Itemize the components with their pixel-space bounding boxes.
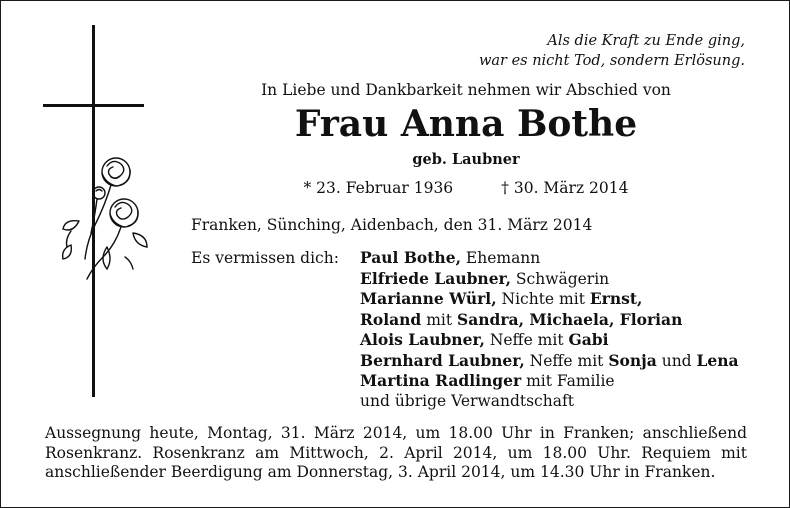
mourner-name: Marianne Würl, [360, 289, 497, 308]
mourner-relation: mit Familie [521, 372, 615, 390]
mourner-line [360, 392, 739, 412]
intro-text: In Liebe und Dankbarkeit nehmen wir Abschied von [261, 81, 671, 99]
mourner-name: Alois Laubner, [360, 330, 485, 349]
mourner-relation: Ehemann [460, 249, 541, 267]
mourner-name: Paul Bothe, [360, 248, 461, 267]
mourner-relation: und [656, 351, 697, 370]
mourner-line [360, 248, 739, 269]
death-date: † 30. März 2014 [501, 179, 629, 197]
mourner-name: Roland [360, 309, 422, 329]
mourner-name: Lena [696, 350, 739, 370]
service-details: Aussegnung heute, Montag, 31. März 2014, um 18.00 Uhr in Franken; anschließend Rosenkranz. Rosenkranz am Mittwoch, 2. April 2014, um 18.00 Uhr. Requiem mit anschließender Beerdigung am Donnerstag, 3. April 2014, um 14.30 Uhr in Franken. [45, 424, 747, 481]
mourner-relation: Neffe mit [524, 351, 609, 370]
mourner-name: Elfriede Laubner, [360, 268, 511, 288]
cross-icon [41, 25, 151, 405]
mourner-line [360, 289, 739, 310]
quote [479, 31, 745, 71]
birth-name: geb. Laubner [412, 151, 520, 168]
roses-icon [63, 158, 147, 279]
mourner-name: Gabi [568, 330, 609, 349]
place-date: Franken, Sünching, Aidenbach, den 31. März 2014 [191, 216, 593, 234]
mourner-relation: Nichte mit [496, 290, 590, 308]
mourner-name: Martina Radlinger [360, 371, 522, 390]
quote-line: war es nicht Tod, sondern Erlösung. [478, 53, 745, 69]
quote-line: Als die Kraft zu Ende ging, [547, 33, 745, 49]
mourners-list [360, 248, 739, 411]
mourner-line [360, 269, 739, 290]
mourner-relation: Schwägerin [511, 269, 610, 288]
mourner-name: Sonja [608, 350, 657, 370]
mourner-line [360, 351, 739, 372]
mourner-line [360, 330, 739, 351]
mourner-relation: mit [421, 310, 458, 329]
birth-date: * 23. Februar 1936 [303, 179, 454, 197]
mourner-name: Bernhard Laubner, [360, 350, 525, 370]
mourners-label: Es vermissen dich: [191, 249, 339, 267]
life-dates [191, 179, 741, 197]
deceased-name: Frau Anna Bothe [294, 103, 638, 145]
mourner-line [360, 310, 739, 331]
mourner-name: Sandra, Michaela, Florian [457, 309, 683, 329]
mourner-relation: und übrige Verwandtschaft [360, 391, 574, 410]
mourner-line [360, 371, 739, 392]
mourner-relation: Neffe mit [484, 331, 569, 349]
mourner-name: Ernst, [589, 289, 643, 308]
